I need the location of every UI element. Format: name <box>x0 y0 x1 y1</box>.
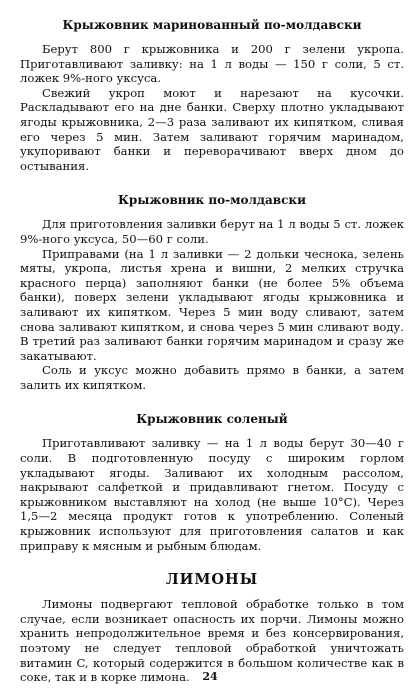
section-title: Крыжовник маринованный по-молдавски <box>62 18 362 32</box>
paragraph: Приготавливают заливку — на 1 л воды берут 30—40 г соли. В подготовленную посуду с широким горлом укладывают ягоды. Заливают их холодным рассолом, накрывают салфеткой и придавливают гнетом. Посуду с крыжовником выставляют на холод (не выше 10°C). Через 1,5—2 месяца продукт готов к употреблению. Соленый крыжовник используют для приготовления салатов и как приправу к мясным и рыбным блюдам. <box>20 436 404 553</box>
paragraph: Соль и уксус можно добавить прямо в банки, а затем залить их кипятком. <box>20 363 404 392</box>
paragraph: Лимоны подвергают тепловой обработке только в том случае, если возникает опасность их порчи. Лимоны можно хранить непродолжительное время и без консервирования, поэтому не следует тепловой обработкой уничтожать витамин C, который содержится в большом количестве как в соке, так и в корке лимона. <box>20 597 404 685</box>
section-title: Крыжовник по-молдавски <box>118 193 306 208</box>
recipe-moldavian-gooseberry <box>20 193 404 392</box>
paragraph: Для приготовления заливки берут на 1 л воды 5 ст. ложек 9%-ного уксуса, 50—60 г соли. <box>20 217 404 246</box>
chapter-title: ЛИМОНЫ <box>165 571 259 589</box>
recipe-salted-gooseberry <box>20 412 404 553</box>
section-title: Крыжовник соленый <box>136 412 288 427</box>
paragraph: Свежий укроп моют и нарезают на кусочки. Раскладывают его на дне банки. Сверху плотно укладывают ягоды крыжовника, 2—3 раза заливают их кипятком, сливая его через 5 мин. Затем заливают горячим маринадом, укупоривают банки и переворачивают вверх дном до остывания. <box>20 85 404 173</box>
chapter-lemons <box>20 573 404 685</box>
page-number: 24 <box>202 670 218 683</box>
paragraph: Приправами (на 1 л заливки — 2 дольки чеснока, зелень мяты, укропа, листья хрена и вишни, 2 мелких стручка красного перца) заполняют банки (не более 5% объема банки), поверх зелени укладывают ягоды крыжовника и заливают их кипятком. Через 5 мин воду сливают, затем снова заливают кипятком, и снова через 5 мин сливают воду. В третий раз заливают банки горячим маринадом и сразу же закатывают. <box>20 246 404 363</box>
recipe-pickled-gooseberry <box>20 18 404 173</box>
paragraph: Берут 800 г крыжовника и 200 г зелени укропа. Приготавливают заливку: на 1 л воды — 150 г соли, 5 ст. ложек 9%-ного уксуса. <box>20 42 404 86</box>
